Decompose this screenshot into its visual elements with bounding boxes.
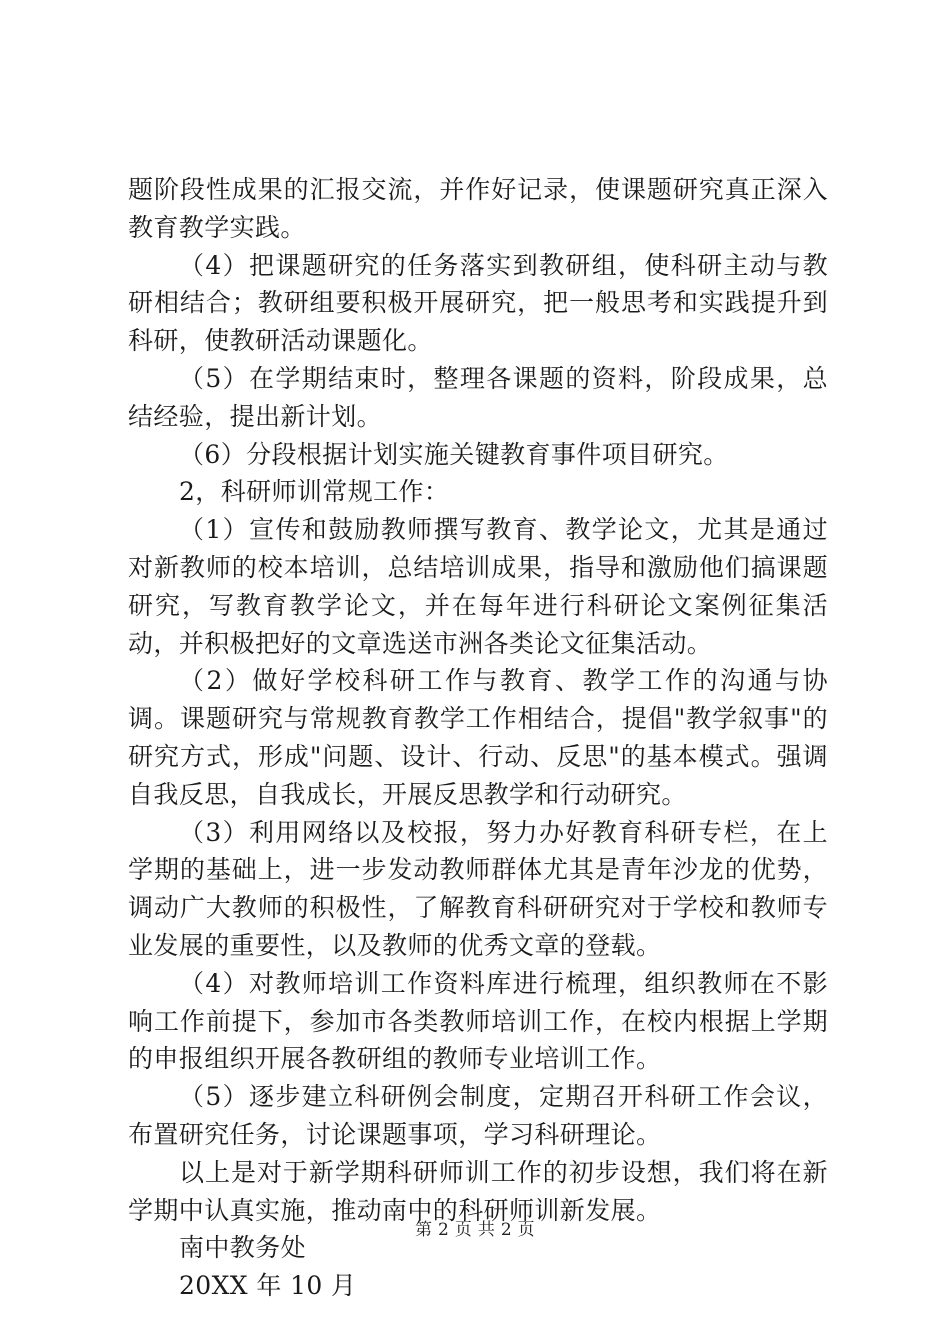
signature-date: 20XX 年 10 月	[179, 1271, 357, 1301]
paragraph-item-4-training: （4）对教师培训工作资料库进行梳理，组织教师在不影响工作前提下，参加市各类教师培训工作，在校内根据上学期的申报组织开展各教研组的教师专业培训工作。	[128, 968, 828, 1074]
document-body	[128, 171, 828, 1305]
paragraph-item-2-training: （2）做好学校科研工作与教育、教学工作的沟通与协调。课题研究与常规教育教学工作相结合，提倡"教学叙事"的研究方式，形成"问题、设计、行动、反思"的基本模式。强调自我反思，自我成长，开展反思教学和行动研究。	[128, 666, 828, 809]
paragraph-item-5-research: （5）在学期结束时，整理各课题的资料，阶段成果，总结经验，提出新计划。	[128, 363, 828, 431]
paragraph-continuation: 题阶段性成果的汇报交流，并作好记录，使课题研究真正深入教育教学实践。	[128, 175, 828, 242]
paragraph-item-5-training: （5）逐步建立科研例会制度，定期召开科研工作会议，布置研究任务，讨论课题事项，学习科研理论。	[128, 1082, 828, 1149]
page-number-footer: 第 2 页 共 2 页	[415, 1220, 535, 1240]
paragraph-conclusion: 以上是对于新学期科研师训工作的初步设想，我们将在新学期中认真实施，推动南中的科研师训新发展。	[128, 1157, 828, 1225]
paragraph-item-1-training: （1）宣传和鼓励教师撰写教育、教学论文，尤其是通过对新教师的校本培训，总结培训成果，指导和激励他们搞课题研究，写教育教学论文，并在每年进行科研论文案例征集活动，并积极把好的文章选送市洲各类论文征集活动。	[128, 515, 828, 658]
paragraph-item-6-research: （6）分段根据计划实施关键教育事件项目研究。	[179, 439, 729, 469]
section-heading-training: 2，科研师训常规工作：	[179, 477, 450, 507]
paragraph-item-4-research: （4）把课题研究的任务落实到教研组，使科研主动与教研相结合；教研组要积极开展研究，把一般思考和实践提升到科研，使教研活动课题化。	[128, 250, 828, 356]
signature-org: 南中教务处	[179, 1233, 307, 1263]
paragraph-item-3-training: （3）利用网络以及校报，努力办好教育科研专栏，在上学期的基础上，进一步发动教师群体尤其是青年沙龙的优势，调动广大教师的积极性，了解教育科研研究对于学校和教师专业发展的重要性，以及教师的优秀文章的登载。	[128, 817, 828, 960]
